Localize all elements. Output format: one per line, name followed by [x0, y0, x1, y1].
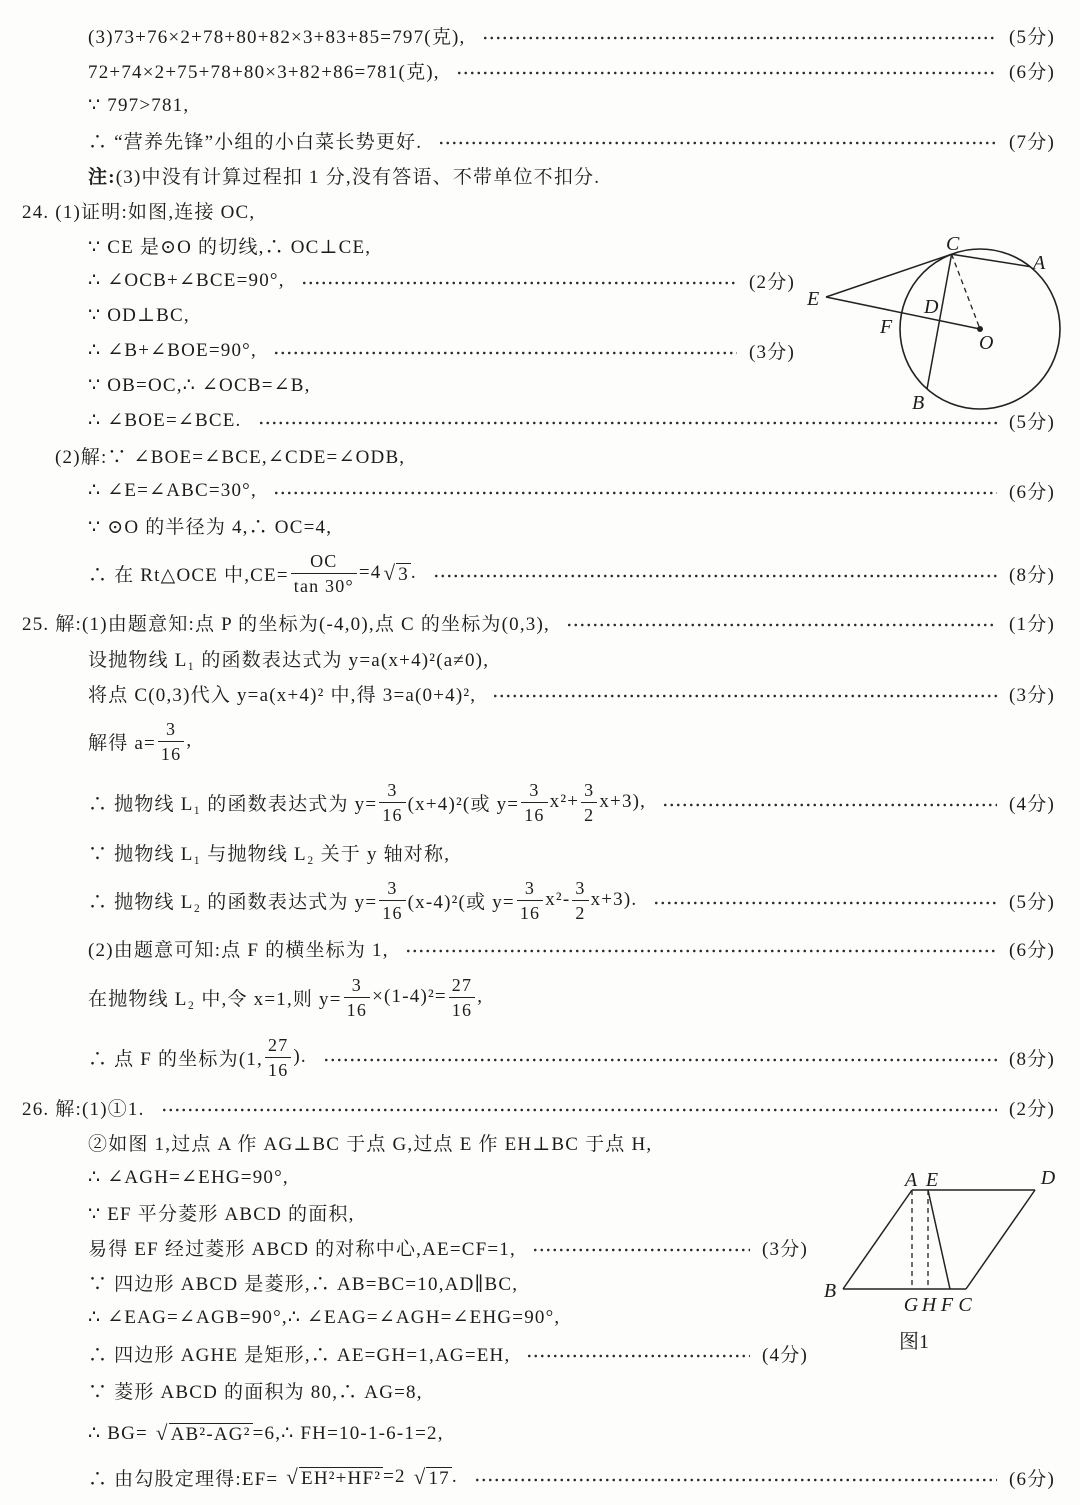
fraction: [449, 973, 475, 1022]
fraction-denominator: 16: [521, 802, 547, 827]
fraction-denominator: tan 30°: [291, 573, 357, 598]
label-f: F: [940, 1294, 954, 1316]
dot-leader: [482, 36, 998, 40]
line-text: ②如图 1,过点 A 作 AG⊥BC 于点 G,过点 E 作 EH⊥BC 于点 H,: [88, 1133, 653, 1155]
fraction: [265, 1033, 291, 1082]
fraction-numerator: 3: [524, 877, 536, 898]
line-text: ∴ 由勾股定理得:EF=: [88, 1468, 285, 1490]
dot-leader: [532, 1248, 750, 1252]
line-10: [88, 335, 795, 365]
line-19: [88, 678, 1055, 708]
line-text: ∵ OD⊥BC,: [88, 304, 190, 326]
radical-sign: √: [155, 1420, 169, 1445]
side-cd: [966, 1190, 1035, 1289]
line-text: 易得 EF 经过菱形 ABCD 的对称中心,AE=CF=1,: [88, 1238, 516, 1260]
score-label: (8分): [1009, 564, 1055, 586]
side-ab: [843, 1190, 912, 1289]
fraction-denominator: 16: [265, 1057, 291, 1082]
line-text: 24. (1)证明:如图,连接 OC,: [22, 201, 256, 223]
score-label: (2分): [749, 271, 795, 293]
line-text: x²-: [545, 889, 571, 910]
line-18: [88, 643, 489, 673]
line-15: [88, 510, 332, 540]
line-07: [88, 230, 371, 260]
line-text: ∴ ∠B+∠BOE=90°,: [88, 339, 257, 361]
fraction-numerator: 27: [268, 1034, 289, 1055]
dot-leader: [161, 1108, 997, 1112]
fraction: [291, 549, 357, 598]
line-text: ∴ “营养先锋”小组的小白菜长势更好.: [88, 131, 423, 153]
line-text: 设抛物线 L₁ 的函数表达式为 y=a(x+4)²(a≠0),: [88, 649, 490, 671]
line-text: ∵ 抛物线 L₁ 与抛物线 L₂ 关于 y 轴对称,: [88, 843, 451, 865]
fraction-numerator: 27: [451, 974, 473, 995]
label-d: D: [1040, 1167, 1056, 1189]
line-02: [88, 55, 1055, 85]
score-label: (1分): [1009, 613, 1055, 635]
fraction-numerator: 3: [387, 877, 398, 898]
score-label: (5分): [1009, 411, 1055, 433]
line-text: ∴ 抛物线 L₂ 的函数表达式为 y=: [88, 891, 378, 913]
fraction: [521, 778, 547, 827]
line-text: ,: [186, 730, 193, 751]
label-a: A: [1033, 252, 1046, 274]
dot-leader: [662, 803, 997, 807]
line-30: [88, 1197, 355, 1227]
circle-figure: [800, 228, 1075, 418]
line-03: [88, 90, 189, 120]
line-text: .: [410, 562, 417, 583]
dot-leader: [433, 574, 997, 578]
fraction-numerator: 3: [387, 779, 398, 800]
label-c: C: [946, 233, 960, 255]
line-text: 72+74×2+75+78+80×3+82+86=781(克),: [88, 61, 440, 83]
line-20: [88, 718, 193, 764]
line-08: [88, 265, 795, 295]
line-text: ∴ 抛物线 L₁ 的函数表达式为 y=: [88, 793, 378, 815]
line-text: 将点 C(0,3)代入 y=a(x+4)² 中,得 3=a(0+4)²,: [88, 684, 477, 706]
label-c: C: [958, 1294, 972, 1316]
line-29: [88, 1162, 289, 1192]
score-label: (5分): [1009, 891, 1055, 913]
figure-caption: 图1: [899, 1331, 929, 1353]
note-label: 注:: [88, 166, 116, 188]
line-text: ).: [293, 1046, 307, 1067]
line-text: ∴ 在 Rt△OCE 中,CE=: [88, 564, 289, 586]
dot-leader: [653, 901, 997, 905]
segment-ef: [928, 1190, 950, 1289]
line-text: ∴ ∠BOE=∠BCE.: [88, 409, 242, 431]
line-05-note: [88, 160, 600, 190]
line-09: [88, 300, 190, 330]
fraction-numerator: 3: [351, 974, 362, 995]
line-13: [55, 440, 405, 470]
segment-ec: [826, 254, 952, 297]
label-e: E: [925, 1169, 939, 1191]
label-e: E: [807, 288, 820, 310]
fraction-denominator: 2: [572, 900, 588, 925]
line-21: [88, 779, 1055, 825]
dot-leader: [566, 623, 997, 627]
label-d: D: [924, 296, 939, 318]
dot-leader: [301, 281, 737, 285]
line-17-question-25: [22, 607, 1055, 637]
score-label: (4分): [1009, 793, 1055, 815]
dot-leader: [526, 1354, 750, 1358]
label-o: O: [979, 332, 994, 354]
line-text: ∴ ∠OCB+∠BCE=90°,: [88, 269, 285, 291]
line-text: (x-4)²(或 y=: [407, 891, 515, 913]
label-f: F: [880, 316, 893, 338]
radicand: EH²+HF²: [301, 1468, 382, 1489]
radicand: 17: [428, 1468, 450, 1489]
line-text: 在抛物线 L₂ 中,令 x=1,则 y=: [88, 988, 342, 1010]
fraction: [344, 973, 370, 1022]
radicand: 3: [398, 564, 409, 585]
radical-sign: √: [286, 1464, 300, 1489]
line-text: ∴ ∠AGH=∠EHG=90°,: [88, 1166, 289, 1188]
line-text: x+3),: [599, 791, 647, 812]
dot-leader: [273, 351, 737, 355]
line-24: [88, 933, 1055, 963]
line-16: [88, 550, 1055, 596]
line-text: ∴ BG=: [88, 1422, 154, 1444]
line-34: [88, 1338, 808, 1368]
line-25: [88, 974, 484, 1020]
dot-leader: [456, 71, 997, 75]
line-text: 25. 解:(1)由题意知:点 P 的坐标为(-4,0),点 C 的坐标为(0,3),: [22, 613, 550, 635]
segment-eo: [826, 297, 980, 329]
radical-sign: √: [383, 560, 397, 585]
dot-leader: [438, 141, 997, 145]
line-27-question-26: [22, 1092, 1055, 1122]
score-label: (6分): [1009, 61, 1055, 83]
line-text: =2: [383, 1466, 412, 1487]
line-33: [88, 1302, 560, 1332]
fraction: [572, 876, 588, 925]
score-label: (2分): [1009, 1098, 1055, 1120]
label-b: B: [823, 1280, 837, 1302]
line-26: [88, 1034, 1055, 1080]
line-31: [88, 1232, 808, 1262]
fraction-numerator: 3: [166, 718, 177, 739]
rhombus-figure-1: [815, 1160, 1070, 1360]
fraction-denominator: 16: [379, 900, 405, 925]
dot-leader: [492, 694, 997, 698]
dot-leader: [405, 949, 997, 953]
fraction: [517, 876, 543, 925]
dot-leader: [474, 1478, 997, 1482]
line-text: ∵ ⊙O 的半径为 4,∴ OC=4,: [88, 516, 333, 538]
score-label: (8分): [1009, 1048, 1055, 1070]
dot-leader: [323, 1058, 997, 1062]
line-text: ∴ ∠E=∠ABC=30°,: [88, 479, 257, 501]
score-label: (5分): [1009, 26, 1055, 48]
line-06-question-24: [22, 195, 255, 225]
radicand: AB²-AG²: [170, 1424, 251, 1445]
label-g: G: [903, 1294, 919, 1316]
score-label: (6分): [1009, 1468, 1055, 1490]
line-text: ,: [477, 986, 484, 1007]
fraction-numerator: 3: [584, 779, 595, 800]
fraction: [379, 876, 405, 925]
score-label: (6分): [1009, 939, 1055, 961]
line-text: ∵ EF 平分菱形 ABCD 的面积,: [88, 1203, 355, 1225]
fraction-denominator: 16: [517, 900, 543, 925]
fraction-denominator: 16: [344, 997, 370, 1022]
line-text: ∴ 点 F 的坐标为(1,: [88, 1048, 263, 1070]
line-text: ∴ ∠EAG=∠AGB=90°,∴ ∠EAG=∠AGH=∠EHG=90°,: [88, 1306, 561, 1328]
line-11: [88, 370, 311, 400]
line-text: (x+4)²(或 y=: [407, 793, 520, 815]
line-text: .: [451, 1466, 458, 1487]
line-text: 解得 a=: [88, 732, 156, 754]
dot-leader: [273, 491, 997, 495]
radical-sign: √: [413, 1464, 427, 1489]
line-text: ∵ 菱形 ABCD 的面积为 80,∴ AG=8,: [88, 1381, 423, 1403]
line-text: x+3).: [590, 889, 638, 910]
label-b: B: [912, 392, 925, 414]
dot-leader: [258, 421, 998, 425]
fraction: [581, 778, 597, 827]
line-text: 26. 解:(1)①1.: [22, 1098, 145, 1120]
score-label: (3分): [749, 341, 795, 363]
line-text: =6,∴ FH=10-1-6-1=2,: [252, 1422, 444, 1444]
fraction-denominator: 2: [581, 802, 597, 827]
line-text: (2)由题意可知:点 F 的横坐标为 1,: [88, 939, 389, 961]
score-label: (3分): [762, 1238, 808, 1260]
score-label: (7分): [1009, 131, 1055, 153]
line-32: [88, 1267, 518, 1297]
line-01: [88, 20, 1055, 50]
line-text: ∵ 797>781,: [88, 94, 190, 116]
note-text: (3)中没有计算过程扣 1 分,没有答语、不带单位不扣分.: [115, 166, 601, 188]
fraction-numerator: 3: [575, 877, 586, 898]
line-text: (3)73+76×2+78+80+82×3+83+85=797(克),: [88, 26, 466, 48]
fraction-denominator: 16: [379, 802, 405, 827]
line-text: ∵ OB=OC,∴ ∠OCB=∠B,: [88, 374, 311, 396]
fraction-denominator: 16: [449, 997, 475, 1022]
segment-co-dashed: [952, 254, 980, 329]
line-text: ∴ 四边形 AGHE 是矩形,∴ AE=GH=1,AG=EH,: [88, 1344, 511, 1366]
line-text: ∵ CE 是⊙O 的切线,∴ OC⊥CE,: [88, 236, 372, 258]
segment-ca: [952, 254, 1031, 266]
line-04: [88, 125, 1055, 155]
line-23: [88, 877, 1055, 923]
fraction-numerator: 3: [529, 779, 540, 800]
fraction-numerator: OC: [310, 550, 338, 571]
line-text: (2)解:∵ ∠BOE=∠BCE,∠CDE=∠ODB,: [55, 446, 406, 468]
label-a: A: [904, 1169, 918, 1191]
line-text: =4: [358, 562, 382, 583]
score-label: (3分): [1009, 684, 1055, 706]
fraction-denominator: 16: [158, 741, 184, 766]
line-text: x²+: [549, 791, 580, 812]
line-text: ∵ 四边形 ABCD 是菱形,∴ AB=BC=10,AD∥BC,: [88, 1273, 519, 1295]
fraction: [379, 778, 405, 827]
line-37: [88, 1462, 1055, 1492]
line-14: [88, 475, 1055, 505]
score-label: (6分): [1009, 481, 1055, 503]
score-label: (4分): [762, 1344, 808, 1366]
line-text: ×(1-4)²=: [372, 986, 447, 1007]
label-h: H: [921, 1294, 937, 1316]
line-28: [88, 1127, 652, 1157]
line-35: [88, 1375, 423, 1405]
line-22: [88, 837, 450, 867]
line-36: [88, 1418, 444, 1448]
fraction: [158, 717, 184, 766]
